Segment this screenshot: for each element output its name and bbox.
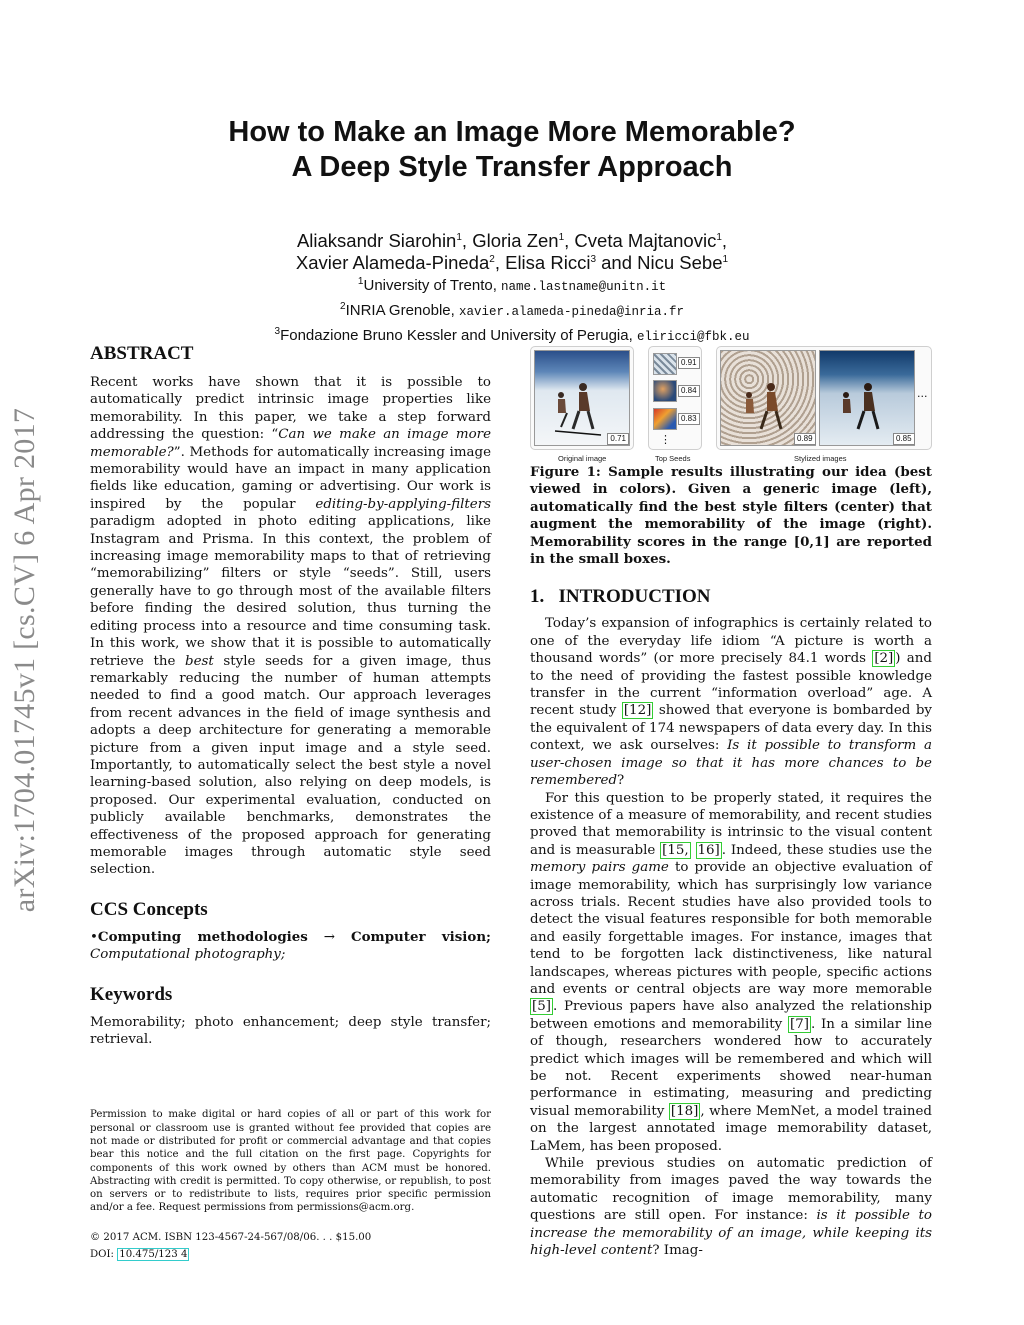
stylized-image-1 (720, 350, 816, 446)
intro-paragraph-3: While previous studies on automatic prediction of memorability from images paved the way towards the automatic recognition of image memorability, many questions are still open. For instance: is it possible to increase the memorability of an image, while keeping its high-level content? Imag- (530, 1156, 932, 1259)
figure-caption: Figure 1: Sample results illustrating our idea (best viewed in colors). Given a generic image (left), automatically find the best style filters (center) that augment the memorability of the image (right). Memorability scores in the range [0,1] are reported in the small boxes. (530, 464, 932, 568)
title-line-1: How to Make an Image More Memorable? (228, 116, 796, 148)
intro-heading: 1. INTRODUCTION (530, 586, 711, 608)
authors-line-2: Xavier Alameda-Pineda$^2$, Elisa Ricci$^3$ and Nicu Sebe$^1$ (295, 252, 729, 274)
keywords-text: Memorability; photo enhancement; deep style transfer; retrieval. (90, 1014, 491, 1047)
author-block (0, 228, 1024, 347)
doi-link[interactable]: 10.475/123 4 (119, 1249, 188, 1261)
title-line-2: A Deep Style Transfer Approach (291, 151, 733, 183)
abstract-heading: ABSTRACT (90, 343, 194, 364)
original-score: 0.71 (607, 433, 629, 445)
seed-3 (653, 408, 677, 430)
citation-5[interactable]: [5] (532, 999, 551, 1015)
citation-16[interactable]: 16] (697, 842, 720, 858)
intro-paragraph-2: For this question to be properly stated, it requires the existence of a measure of memorability, and recent studies proved that memorability is intrinsic to the visual content and is measurable [15, 16] . Indeed, these studies use the memory pairs game to provide an objective evaluation of image memorability, which has surprisingly low variance across trials. Recent studies have also provided tools to detect the visual features responsible for both memorable and easily forgettable images. For instance, images that tend to be forgotten lack distinctiveness, like natural landscapes, whereas pictures with people, specific actions and events or central objects are way more memorable [5] . Previous papers have also analyzed the relationship between emotions and memorability [7] . In a similar line of though, researchers wondered how to accurately predict which images will be remembered and which will be not. Recent experiments showed near-human performance in estimating, measuring and predicting visual memorability [18] , where MemNet, a model trained on the largest annotated image memorability dataset, LaMem, has been proposed. (530, 790, 933, 1154)
affiliation-2: $^2$INRIA Grenoble, xavier.alameda-pineda@inria.fr (340, 301, 684, 320)
seed-1-score: 0.91 (678, 357, 700, 369)
citation-15[interactable]: [15, (662, 842, 689, 858)
label-original: Original image (558, 454, 607, 463)
affiliation-1: $^1$University of Trento, name.lastname@unitn.it (357, 276, 667, 295)
arxiv-stamp: arXiv:1704.01745v1 [cs.CV] 6 Apr 2017 (8, 407, 41, 913)
citation-2[interactable]: [2] (874, 651, 894, 667)
citation-7[interactable]: [7] (790, 1016, 809, 1032)
permission-notice: Permission to make digital or hard copies of all or part of this work for personal or classroom use is granted without fee provided that copies are not made or distributed for profit or commercial advantage and that copies bear this notice and the full citation on the first page. Copyrights for components of this work owned by others than ACM must be honored. Abstracting with credit is permitted. To copy otherwise, or republish, to post on servers or to redistribute to lists, requires prior specific permission and/or a fee. Request permissions from permissions@acm.org. (90, 1109, 491, 1214)
label-seeds: Top Seeds (655, 454, 691, 463)
seed-2 (653, 380, 677, 402)
paper-title (0, 115, 1024, 185)
figure-1 (530, 342, 932, 463)
left-column (90, 342, 491, 1261)
seeds-more-icon: ⋮ (660, 433, 671, 446)
doi-line: DOI: 10.475/123 4 (90, 1249, 188, 1261)
label-stylized: Stylized images (794, 454, 847, 463)
affiliation-3: $^3$Fondazione Bruno Kessler and University of Perugia, eliricci@fbk.eu (274, 326, 750, 345)
stylized-1-score: 0.89 (794, 433, 816, 445)
right-column (530, 342, 932, 1259)
seed-3-score: 0.83 (678, 413, 700, 425)
stylized-2-score: 0.85 (893, 433, 915, 445)
abstract-text: Recent works have shown that it is possible to automatically predict intrinsic image properties like memorability. In this paper, we take a step forward addressing the question: “Can we make an image more memorable?”. Methods for automatically increasing image memorability would have an impact in many application fields like education, gaming or advertising. Our work is inspired by the popular editing-by-applying-filters paradigm adopted in photo editing applications, like Instagram and Prisma. In this context, the problem of increasing image memorability maps to that of retrieving “memorabilizing” filters or style “seeds”. Still, users generally have to go through most of the available filters before finding the desired solution, thus turning the editing process into a resource and time consuming task. In this work, we show that it is possible to automatically retrieve the best style seeds for a given image, thus remarkably reducing the number of human attempts needed to find a good match. Our approach leverages from recent advances in the field of image synthesis and adopts a deep architecture for generating a memorable picture from a given input image and a style seed. Importantly, to automatically select the best style a novel learning-based solution, also relying on deep models, is proposed. Our experimental evaluation, conducted on publicly available benchmarks, demonstrates the effectiveness of the proposed approach for generating memorable images through automatic style seed selection. (90, 375, 492, 878)
citation-18[interactable]: [18] (670, 1103, 699, 1119)
stylized-more-icon: ... (917, 387, 928, 400)
stylized-image-2 (819, 350, 915, 446)
original-image-panel (530, 346, 634, 450)
authors-line-1: Aliaksandr Siarohin$^1$, Gloria Zen$^1$, Cveta Majtanovic$^1$, (296, 230, 728, 252)
ccs-heading: CCS Concepts (90, 898, 208, 920)
ccs-text: •Computing methodologies → Computer vision; Computational photography; (90, 928, 491, 963)
intro-paragraph-1: Today’s expansion of infographics is certainly related to one of the everyday life idiom “A picture is worth a thousand words” (or more precisely 84.1 words [2] ) and to the need of providing the fastest possible knowledge transfer in the current “information overload” age. A recent study [12] showed that everyone is bombarded by the equivalent of 174 newspapers of data every day. In this context, we ask ourselves: Is it possible to transform a user-chosen image so that it has more chances to be remembered? (530, 616, 932, 789)
seed-1 (653, 353, 677, 375)
seed-2-score: 0.84 (678, 385, 700, 397)
stylized-skier-1 (721, 351, 815, 445)
skier-illustration (535, 351, 629, 445)
top-seeds-panel (648, 346, 702, 450)
original-ski-photo (534, 350, 630, 446)
citation-12[interactable]: [12] (623, 703, 652, 719)
copyright-line: © 2017 ACM. ISBN 123-4567-24-567/08/06. . . $15.00 (90, 1231, 372, 1243)
keywords-heading: Keywords (90, 983, 173, 1005)
stylized-skier-2 (820, 351, 914, 445)
stylized-images-panel (716, 346, 932, 450)
